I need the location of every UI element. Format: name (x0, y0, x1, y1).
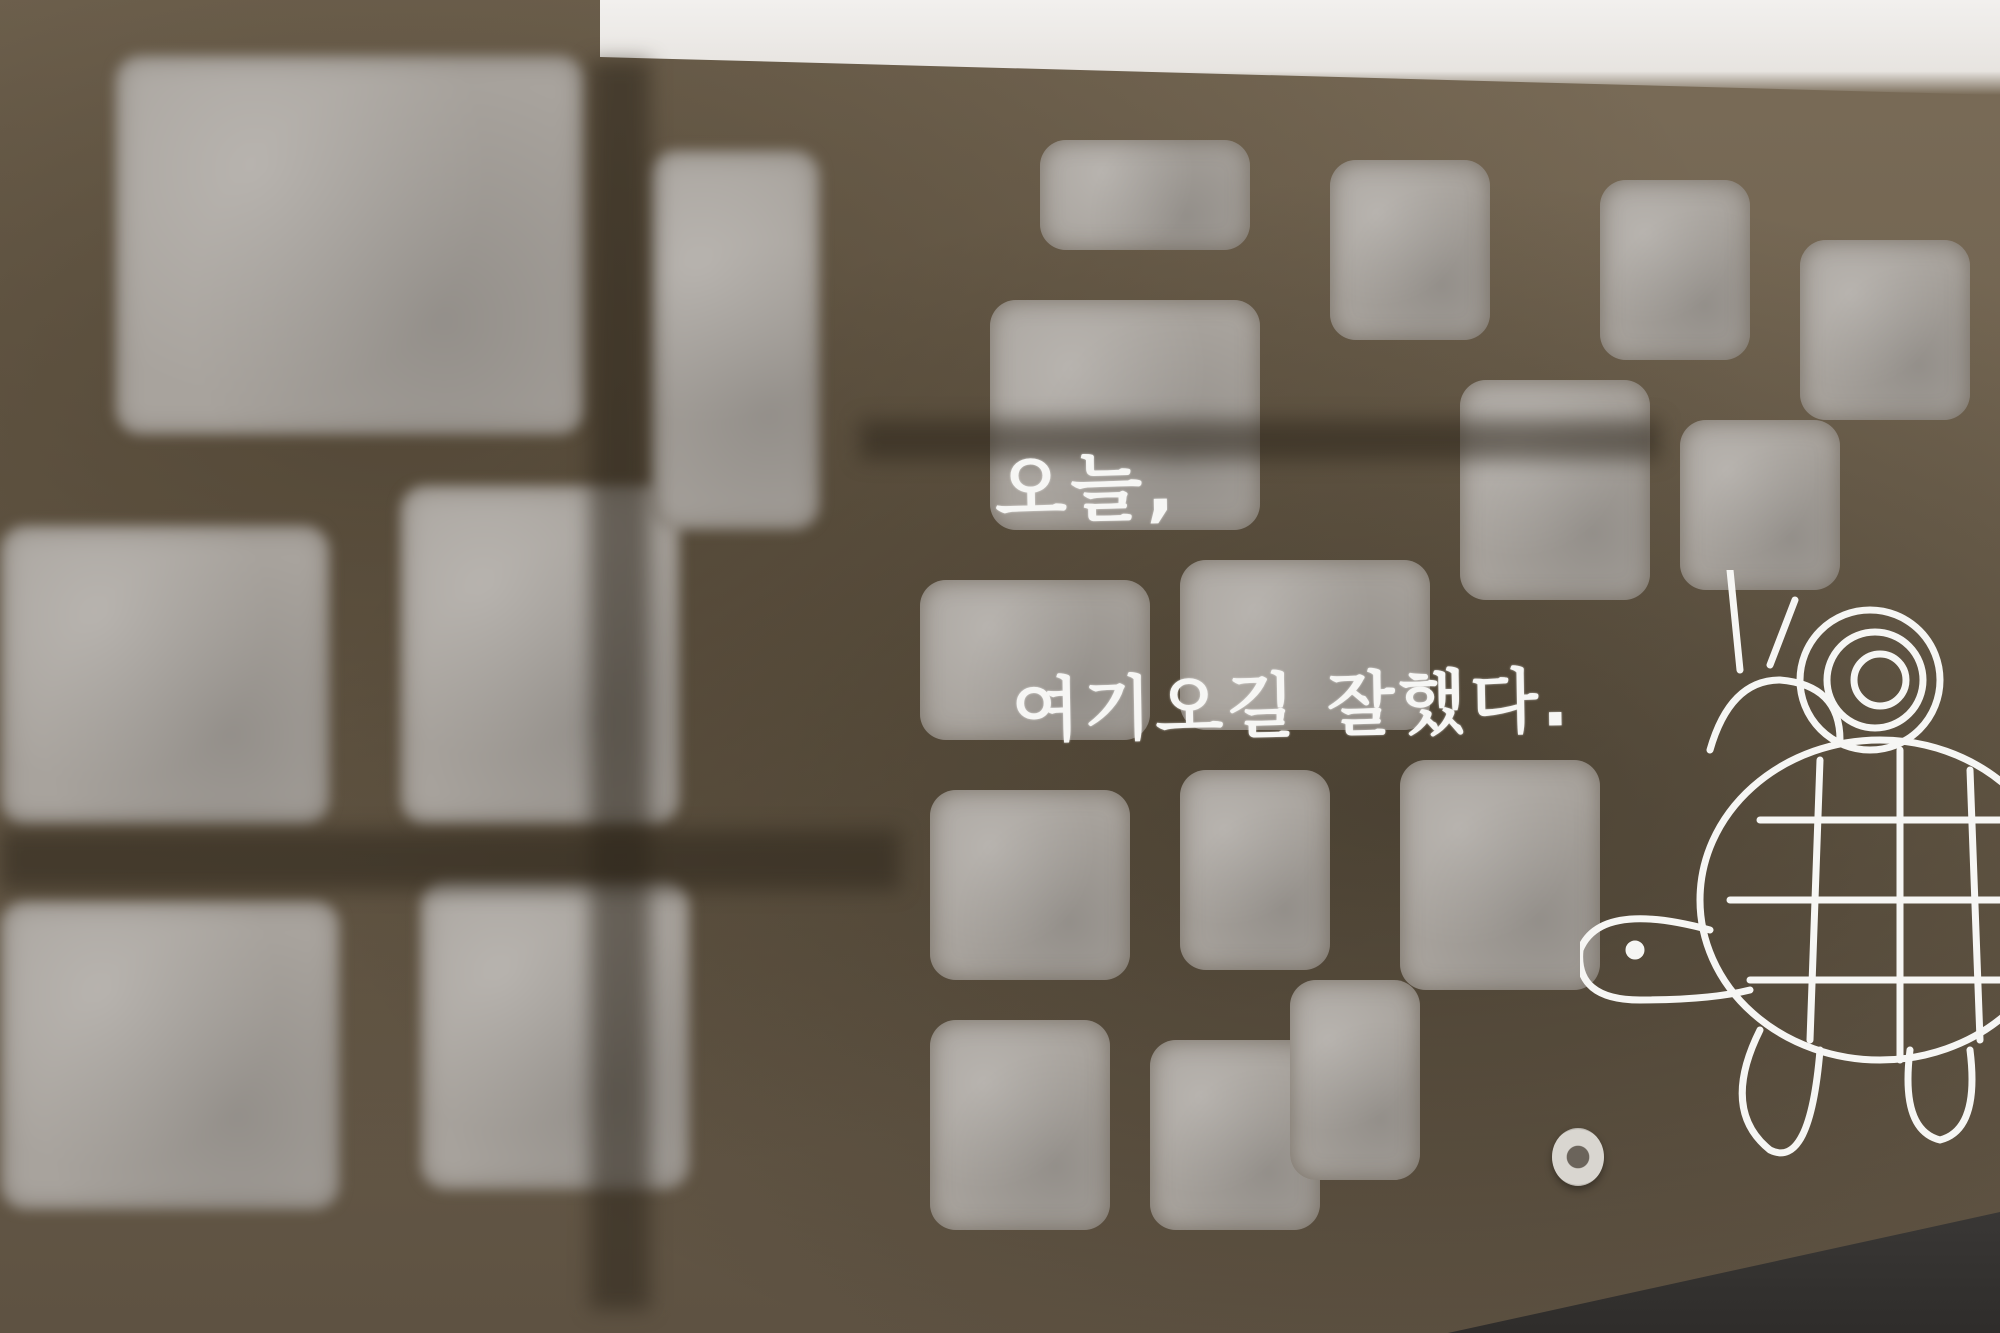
stone-block (0, 900, 340, 1210)
turtle-head (1580, 919, 1750, 1000)
stone-block (1330, 160, 1490, 340)
stone-block (1400, 760, 1600, 990)
stone-block (1290, 980, 1420, 1180)
drain-pipe (1552, 1128, 1604, 1186)
stone-block (930, 790, 1130, 980)
stone-block (650, 150, 820, 530)
snail-antenna (1770, 600, 1795, 665)
stone-block (1680, 420, 1840, 590)
snail-antenna (1730, 570, 1740, 670)
stone-block (1040, 140, 1250, 250)
stone-block (115, 55, 585, 435)
stone-block (1600, 180, 1750, 360)
turtle-leg (1908, 1050, 1972, 1140)
stone-block (1460, 380, 1650, 600)
mortar-streak (590, 60, 650, 1310)
snail-body (1710, 680, 1840, 750)
pavement (1270, 1180, 2000, 1333)
mortar-streak (0, 830, 900, 890)
stone-block (0, 525, 330, 825)
stone-block (930, 1020, 1110, 1230)
mural-text-line-1: 오늘, (994, 444, 1179, 534)
background-wall-top (600, 0, 2000, 95)
stone-block (1180, 770, 1330, 970)
mural-text-line-2: 여기오길 잘했다. (1011, 660, 1574, 752)
mortar-streak (860, 420, 1660, 460)
stone-block (1800, 240, 1970, 420)
turtle-snail-drawing (1580, 570, 2000, 1190)
